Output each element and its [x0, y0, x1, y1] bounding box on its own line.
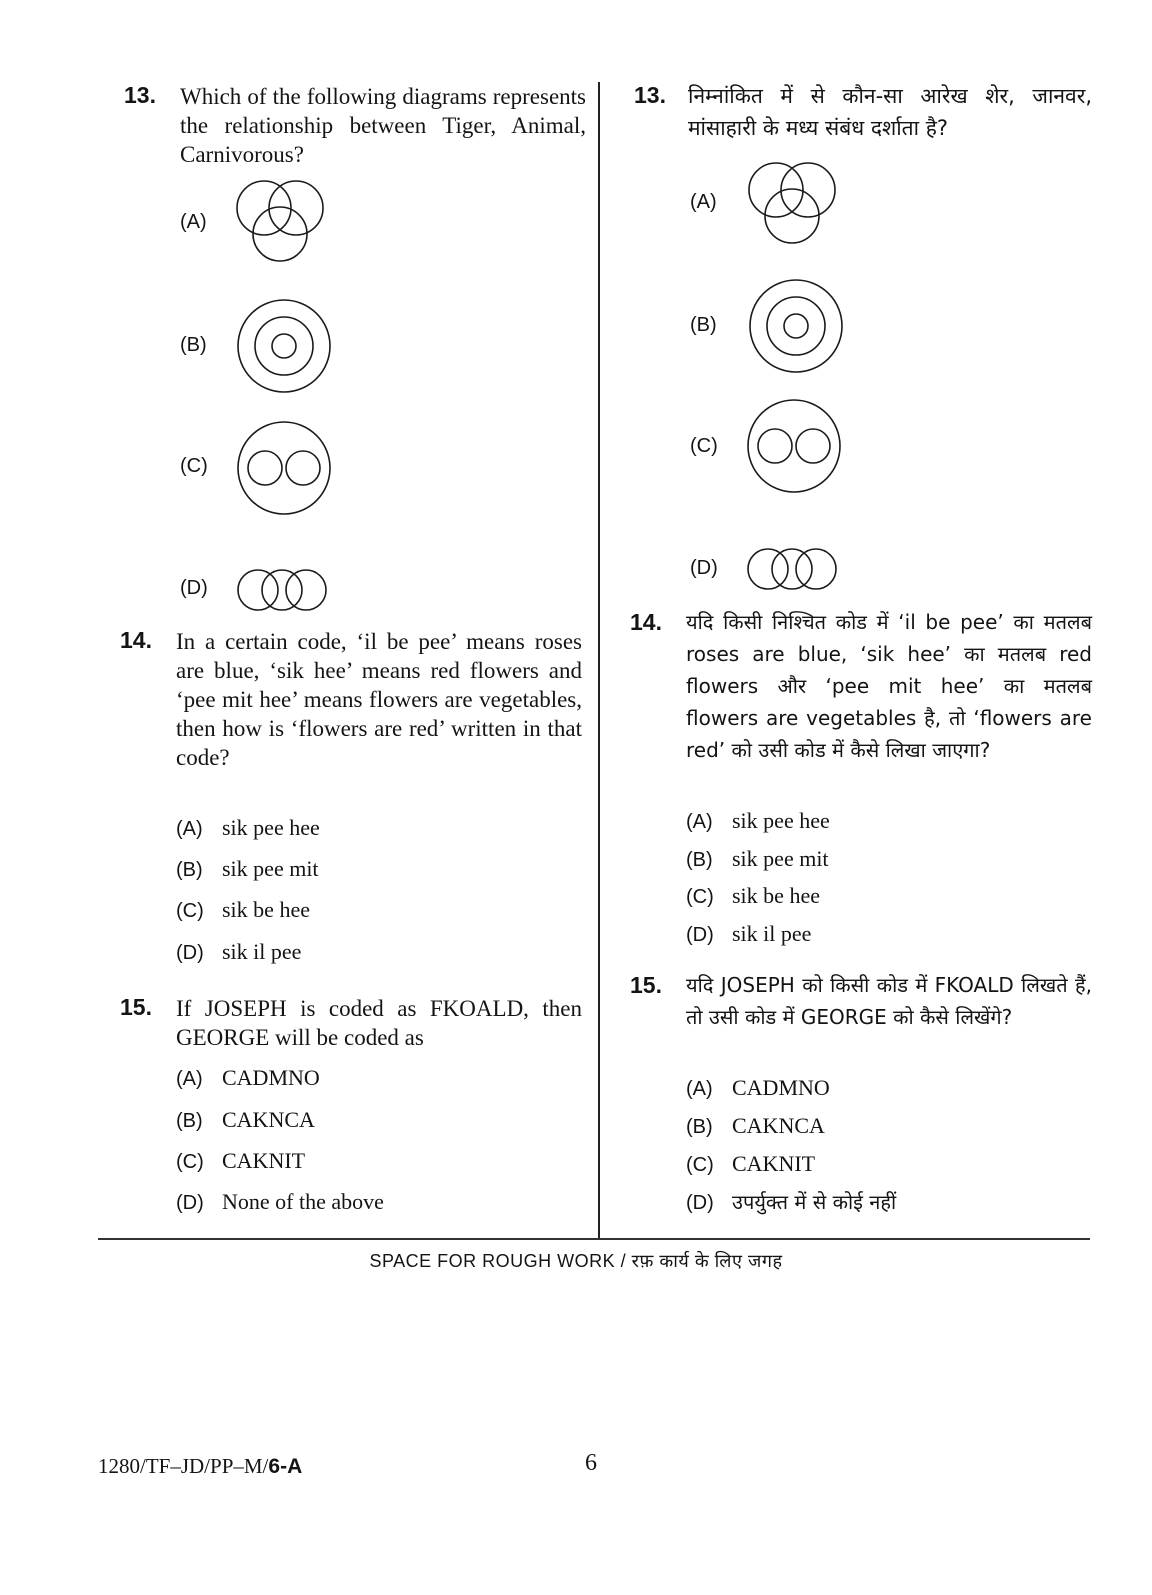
option-label: (B): [176, 859, 203, 881]
paper-code: [98, 1454, 302, 1479]
option[interactable]: [686, 1188, 896, 1217]
option[interactable]: [686, 920, 811, 949]
option-label: (D): [176, 942, 204, 964]
option-label: (C): [176, 900, 204, 922]
option-label: (B): [176, 1110, 203, 1132]
option-text: sik be hee: [732, 883, 820, 908]
option[interactable]: [176, 938, 301, 967]
question-number: 13.: [634, 82, 666, 108]
option[interactable]: [686, 1074, 830, 1103]
column-divider: [598, 82, 600, 1240]
option-label: (C): [176, 1151, 204, 1173]
option[interactable]: [686, 1150, 815, 1179]
option-label[interactable]: (C): [690, 435, 718, 457]
option-text: CAKNCA: [222, 1107, 315, 1132]
option[interactable]: [176, 1106, 315, 1135]
option-text: CADMNO: [222, 1065, 320, 1090]
two-circles-inside-circle-icon: [746, 398, 842, 494]
option[interactable]: [176, 896, 310, 925]
option[interactable]: [176, 855, 319, 884]
page-number: 6: [585, 1450, 597, 1476]
option-label: (D): [686, 1192, 714, 1214]
option[interactable]: [176, 1064, 320, 1093]
option-label: (A): [176, 818, 203, 840]
option[interactable]: [176, 814, 320, 843]
option-label[interactable]: (B): [690, 314, 717, 336]
paper-code-prefix: 1280/TF–JD/PP–M/: [98, 1454, 269, 1478]
question-number: 14.: [120, 627, 152, 653]
question-text: निम्नांकित में से कौन-सा आरेख शेर, जानवर, मांसाहारी के मध्य संबंध दर्शाता है?: [688, 84, 1092, 140]
rough-work-note: SPACE FOR ROUGH WORK / रफ़ कार्य के लिए जगह: [369, 1251, 783, 1271]
option-label: (B): [686, 1116, 713, 1138]
option[interactable]: [176, 1188, 384, 1217]
option-label: (C): [686, 1154, 714, 1176]
option-text: CADMNO: [732, 1075, 830, 1100]
option-text: None of the above: [222, 1189, 384, 1214]
question-text: यदि JOSEPH को किसी कोड में FKOALD लिखते हैं, तो उसी कोड में GEORGE को कैसे लिखेंगे?: [686, 973, 1092, 1029]
option-text: CAKNCA: [732, 1113, 825, 1138]
three-chained-circles-icon: [236, 569, 328, 611]
option-label: (B): [686, 849, 713, 871]
option-text: sik pee hee: [222, 815, 320, 840]
question-number: 13.: [124, 82, 156, 108]
option[interactable]: [686, 882, 820, 911]
option-label[interactable]: (C): [180, 455, 208, 477]
option-text: sik il pee: [732, 921, 812, 946]
three-chained-circles-icon: [746, 548, 838, 590]
option-text: sik pee mit: [732, 846, 829, 871]
option-label: (A): [176, 1068, 203, 1090]
option-label[interactable]: (A): [690, 191, 717, 213]
question-number: 15.: [630, 972, 662, 998]
paper-code-set: 6-A: [268, 1455, 303, 1478]
option[interactable]: [176, 1147, 305, 1176]
section-separator: [98, 1238, 1090, 1240]
option-label: (C): [686, 886, 714, 908]
option-label: (D): [686, 924, 714, 946]
question-number: 15.: [120, 994, 152, 1020]
question-text: In a certain code, ‘il be pee’ means roses are blue, ‘sik hee’ means red flowers and ‘pee mit hee’ means flowers are vegetables, then how is ‘flowers are red’ written in that code?: [176, 629, 582, 770]
option-text: CAKNIT: [222, 1148, 306, 1173]
option-label: (D): [176, 1192, 204, 1214]
option-text: उपर्युक्त में से कोई नहीं: [732, 1190, 897, 1214]
option-text: CAKNIT: [732, 1151, 816, 1176]
question-text: यदि किसी निश्चित कोड में ‘il be pee’ का मतलब roses are blue, ‘sik hee’ का मतलब red flowers और ‘pee mit hee’ का मतलब flowers are vegetables है, तो ‘flowers are red’ को उसी कोड में कैसे लिखा जाएगा?: [686, 610, 1092, 762]
question-text: If JOSEPH is coded as FKOALD, then GEORGE will be coded as: [176, 996, 582, 1050]
option-text: sik be hee: [222, 897, 310, 922]
option-label[interactable]: (A): [180, 211, 207, 233]
option-label[interactable]: (B): [180, 334, 207, 356]
three-overlapping-circles-icon: [236, 178, 328, 266]
two-circles-inside-circle-icon: [236, 420, 332, 516]
three-concentric-circles-icon: [236, 298, 332, 394]
option[interactable]: [686, 1112, 825, 1141]
option-text: sik pee mit: [222, 856, 319, 881]
option[interactable]: [686, 845, 829, 874]
option[interactable]: [686, 807, 830, 836]
option-text: sik pee hee: [732, 808, 830, 833]
three-overlapping-circles-icon: [748, 160, 840, 248]
option-text: sik il pee: [222, 939, 302, 964]
three-concentric-circles-icon: [748, 278, 844, 374]
option-label: (A): [686, 811, 713, 833]
option-label[interactable]: (D): [690, 557, 718, 579]
question-text: Which of the following diagrams represents the relationship between Tiger, Animal, Carnivorous?: [180, 84, 586, 167]
option-label[interactable]: (D): [180, 577, 208, 599]
question-number: 14.: [630, 609, 662, 635]
option-label: (A): [686, 1078, 713, 1100]
